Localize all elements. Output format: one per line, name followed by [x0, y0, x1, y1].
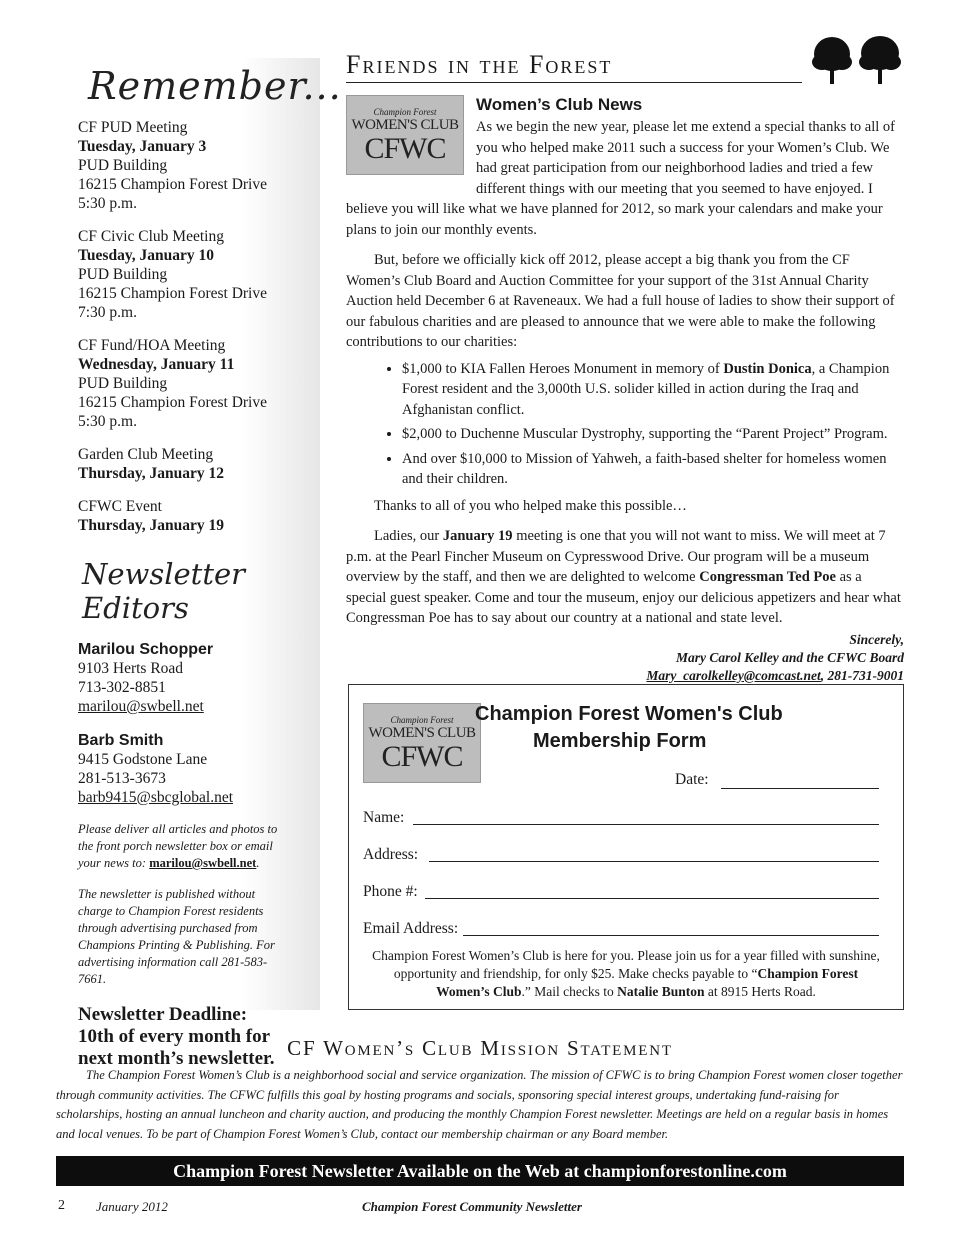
item-text: , a Champion Forest resident and the 3,000th U.S. solider killed in action during the Iraq and Afghanistan conflict.	[402, 360, 890, 418]
deadline-line: 10th of every month for	[78, 1026, 271, 1047]
article-paragraph: But, before we officially kick off 2012, please accept a big thank you from the CF Women’s Club Board and Auction Committee for your support of the 31st Annual Charity Auction held December 6 at Raveneaux. We had a full house of ladies to show their support of our fabulous charities and are pleased to announce that we were able to make the following contributions to our charities:	[346, 252, 895, 350]
name-label: Name:	[363, 809, 405, 826]
deliver-note-text: Please deliver all articles and photos to the front porch newsletter box or email your news to:	[78, 822, 278, 870]
section-title: Friends in the Forest	[346, 50, 802, 83]
editor-address: 9103 Herts Road	[78, 660, 184, 677]
event-name: CFWC Event	[78, 498, 162, 515]
email-field[interactable]	[463, 934, 879, 936]
form-title-line: Champion Forest Women's Club	[475, 703, 783, 725]
event-name: CF Fund/HOA Meeting	[78, 337, 226, 354]
signature-contact	[346, 667, 904, 685]
editor-barb	[78, 732, 320, 807]
sidebar	[58, 58, 342, 1069]
article-paragraph	[346, 526, 904, 629]
item-bold: Dustin Donica	[723, 360, 812, 377]
page-number: 2	[58, 1198, 65, 1213]
editor-phone: 281-513-3673	[78, 770, 166, 787]
event-date: Thursday, January 12	[78, 465, 225, 482]
para-bold: Congressman Ted Poe	[699, 569, 836, 585]
note-text: .” Mail checks to	[521, 984, 618, 999]
signature	[346, 631, 904, 685]
note-bold: Natalie Bunton	[617, 984, 705, 999]
deadline-line: Newsletter Deadline:	[78, 1004, 248, 1025]
editor-phone: 713-302-8851	[78, 679, 166, 696]
para-bold: January 19	[442, 528, 513, 544]
signature-phone: , 281-731-9001	[820, 667, 904, 683]
signature-line: Sincerely,	[849, 631, 904, 647]
mission-title: CF Women’s Club Mission Statement	[287, 1036, 673, 1060]
event-date: Thursday, January 19	[78, 517, 225, 534]
item-text: $1,000 to KIA Fallen Heroes Monument in memory of	[402, 360, 724, 377]
event-cf-pud	[78, 118, 320, 213]
event-name: CF Civic Club Meeting	[78, 228, 224, 245]
address-label: Address:	[363, 846, 419, 863]
signature-email-link[interactable]: Mary_carolkelley@comcast.net	[646, 667, 821, 683]
note-text: at 8915 Herts Road.	[704, 984, 816, 999]
issue-date: January 2012	[96, 1199, 168, 1214]
cfwc-logo	[346, 95, 464, 175]
event-cfwc	[78, 497, 320, 535]
email-label: Email Address:	[363, 920, 459, 937]
article-paragraph: Thanks to all of you who helped make this possible…	[374, 497, 687, 514]
note-text: Champion Forest Women’s Club is here for you. Please join us for a year filled with sunshine, opportunity and friendship, for only $25. Make checks payable to “	[372, 948, 880, 981]
deliver-email-link[interactable]: marilou@swbell.net	[149, 856, 257, 870]
para-text: Ladies, our	[374, 528, 443, 544]
cfwc-logo	[363, 703, 481, 783]
deliver-note	[78, 821, 288, 872]
phone-label: Phone #:	[363, 883, 418, 900]
editor-name: Marilou Schopper	[78, 641, 214, 658]
main-article	[346, 50, 904, 685]
trees-icon	[810, 34, 904, 86]
event-place: PUD Building	[78, 375, 168, 392]
event-date: Wednesday, January 11	[78, 356, 235, 373]
event-time: 5:30 p.m.	[78, 195, 137, 212]
form-title	[475, 701, 783, 755]
date-label: Date:	[675, 771, 709, 788]
remember-title: Remember...	[88, 64, 342, 108]
membership-form	[348, 684, 904, 1010]
event-date: Tuesday, January 3	[78, 138, 207, 155]
form-title-line: Membership Form	[533, 730, 707, 752]
event-time: 7:30 p.m.	[78, 304, 137, 321]
editors-title: Newsletter Editors	[82, 557, 246, 625]
web-banner[interactable]: Champion Forest Newsletter Available on the Web at championforestonline.com	[56, 1156, 904, 1186]
para-text: meeting is one that you will not want to miss. We will meet at 7 p.m. at the Pearl Fincher Museum on Cypresswood Drive. Our program will be a museum overview by the staff, and then we are delighted to welcome	[346, 528, 886, 585]
mission-text: The Champion Forest Women’s Club is a neighborhood social and service organization. The mission of CFWC is to bring Champion Forest women closer together through community activities. The CFWC fulfills this goal by hosting programs and socials, sponsoring special interest groups, undertaking fund-raising for scholarships, hosting an annual luncheon and charity auction, and producing the monthly Champion Forest newsletter. Meetings are held on a regular basis in homes and local venues. To be part of Champion Forest Women’s Club, contact our membership chairman or any Board member.	[56, 1068, 903, 1141]
event-place: PUD Building	[78, 157, 168, 174]
publication-name: Champion Forest Community Newsletter	[362, 1199, 582, 1214]
list-item	[402, 359, 904, 421]
event-address: 16215 Champion Forest Drive	[78, 285, 267, 302]
date-field[interactable]	[721, 787, 879, 789]
event-time: 5:30 p.m.	[78, 413, 137, 430]
news-heading: Women’s Club News	[476, 95, 643, 114]
list-item: • And over $10,000 to Mission of Yahweh, a faith-based shelter for homeless women and their children.	[402, 449, 904, 490]
event-name: CF PUD Meeting	[78, 119, 188, 136]
phone-field[interactable]	[425, 897, 879, 899]
logo-line: CFWC	[381, 739, 463, 773]
editor-email-link[interactable]: barb9415@sbcglobal.net	[78, 789, 234, 806]
logo-line: WOMEN'S CLUB	[351, 116, 459, 133]
signature-line: Mary Carol Kelley and the CFWC Board	[675, 649, 904, 665]
name-field[interactable]	[413, 823, 879, 825]
logo-line: WOMEN'S CLUB	[368, 724, 476, 741]
event-fund-hoa	[78, 336, 320, 431]
contribution-list	[346, 359, 904, 490]
event-garden-club	[78, 445, 320, 483]
logo-line: Champion Forest	[373, 106, 437, 117]
logo-line: Champion Forest	[390, 714, 454, 725]
event-address: 16215 Champion Forest Drive	[78, 176, 267, 193]
editor-marilou	[78, 641, 320, 716]
deadline-line: next month’s newsletter.	[78, 1048, 275, 1069]
event-place: PUD Building	[78, 266, 168, 283]
address-field[interactable]	[429, 860, 879, 862]
logo-line: CFWC	[364, 131, 446, 165]
editor-name: Barb Smith	[78, 732, 164, 749]
published-note: The newsletter is published without charge to Champion Forest residents through advertising purchased from Champions Printing & Publishing. For advertising information call 281-583-7661.	[78, 887, 275, 986]
form-note	[369, 947, 883, 1001]
article-paragraph: As we begin the new year, please let me extend a special thanks to all of you who helped make 2011 such a success for your Women’s Club. We had great participation from our neighborhood ladies and tried a few different things with our meeting that you seemed to have enjoyed. I believe you will like what we have planned for 2012, so mark your calendars and make your plans to join our monthly events.	[346, 119, 895, 238]
event-date: Tuesday, January 10	[78, 247, 214, 264]
list-item: • $2,000 to Duchenne Muscular Dystrophy, supporting the “Parent Project” Program.	[402, 424, 904, 445]
event-name: Garden Club Meeting	[78, 446, 214, 463]
note-bold: Champion Forest Women’s Club	[436, 966, 859, 999]
editor-address: 9415 Godstone Lane	[78, 751, 208, 768]
deliver-note-end: .	[256, 856, 260, 870]
event-civic-club	[78, 227, 320, 322]
para-text: as a special guest speaker. Come and tour the museum, enjoy our delicious appetizers and hear what Congressman Poe has to say about our country at a national and state level.	[346, 569, 901, 626]
editor-email-link[interactable]: marilou@swbell.net	[78, 698, 204, 715]
event-address: 16215 Champion Forest Drive	[78, 394, 267, 411]
